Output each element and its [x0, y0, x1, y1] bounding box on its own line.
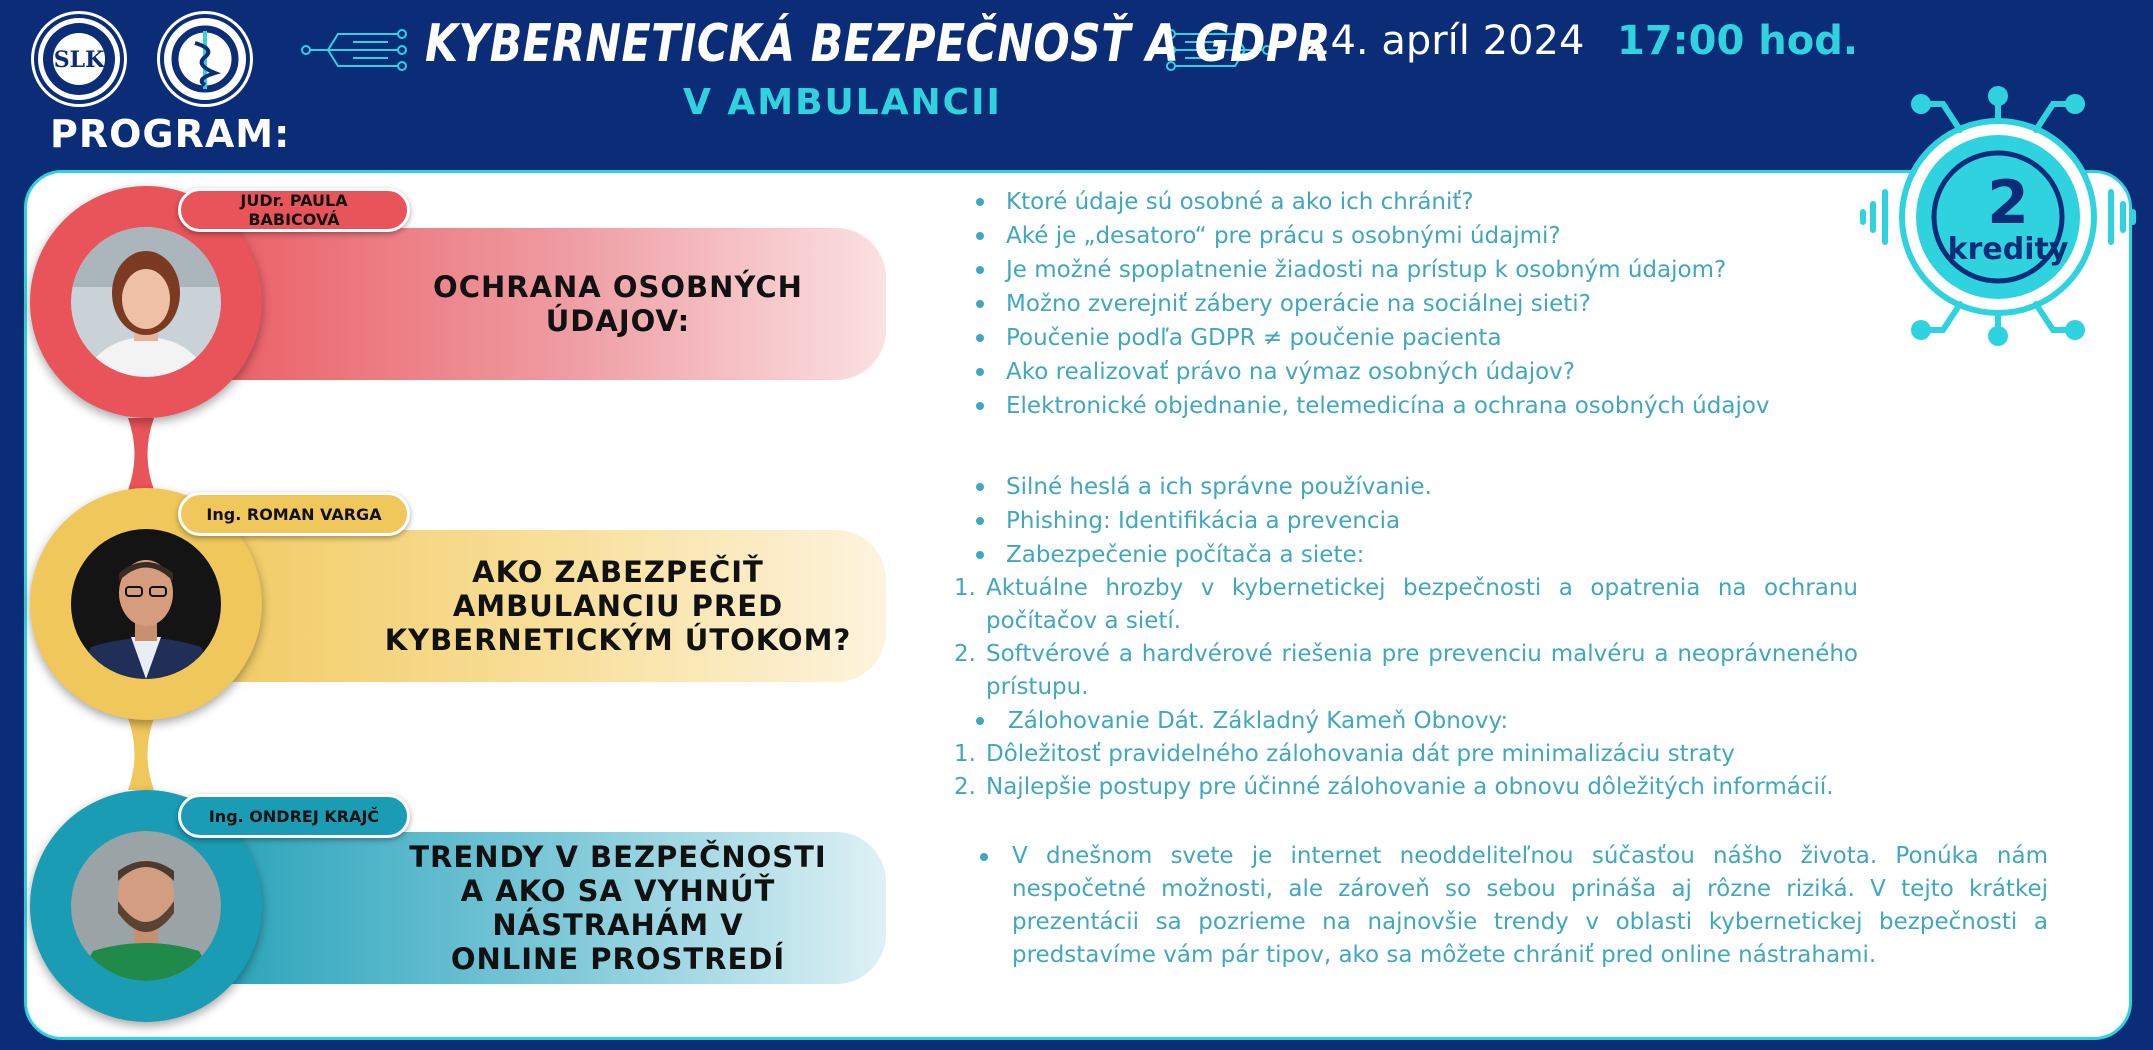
session-3-paragraph: V dnešnom svete je internet neoddeliteľnou súčasťou nášho života. Ponúka nám nespočetné možnosti, ale zároveň so sebou prináša aj rôzne riziká. V tejto krátkej prezentácii sa pozrieme na najnovšie trendy v oblasti kybernetickej bezpečnosti a predstavíme vám pár tipov, ako sa môžete chrániť pred online nástrahami.: [1012, 843, 2048, 968]
credits-number: 2: [1987, 168, 2029, 238]
session-3-topic-line3: ONLINE PROSTREDÍ: [450, 942, 786, 976]
numbered-item: 2. Softvérové a hardvérové riešenia pre prevenciu malvéru a neoprávneného prístupu.: [954, 641, 1858, 700]
list-item: Zálohovanie Dát. Základný Kameň Obnovy:: [970, 704, 1858, 738]
speaker-1-tag: [178, 188, 410, 232]
speaker-1-photo: [71, 227, 221, 377]
list-item: Ktoré údaje sú osobné a ako ich chrániť?: [970, 185, 1770, 219]
credits-label: kredity: [1947, 232, 2069, 267]
numbered-item: 1. Aktuálne hrozby v kybernetickej bezpečnosti a opatrenia na ochranu počítačov a sietí.: [954, 575, 1858, 634]
list-item: Phishing: Identifikácia a prevencia: [970, 504, 1858, 538]
connector-red-yellow: [128, 418, 154, 490]
list-item: Ako realizovať právo na výmaz osobných údajov?: [970, 355, 1770, 389]
list-item: Aké je „desatoro“ pre prácu s osobnými údajmi?: [970, 219, 1770, 253]
session-3-topic-line1: TRENDY V BEZPEČNOSTI: [409, 840, 827, 874]
list-item: Elektronické objednanie, telemedicína a ochrana osobných údajov: [970, 389, 1770, 423]
session-3-topic-line2: A AKO SA VYHNÚŤ NÁSTRAHÁM V: [460, 874, 776, 942]
list-item: Silné heslá a ich správne používanie.: [970, 470, 1858, 504]
caduceus-logo-icon: [160, 14, 250, 104]
event-date: 24. apríl 2024: [1305, 18, 1585, 64]
session-2-topic-line2: AMBULANCIU PRED: [452, 589, 784, 623]
speaker-2-tag: Ing. ROMAN VARGA: [178, 492, 410, 536]
speaker-2-photo: [71, 529, 221, 679]
speaker-1-name-line1: JUDr. PAULA: [240, 191, 348, 210]
chamber-logo-icon: [34, 14, 124, 104]
circuit-left-icon: [298, 20, 408, 80]
list-item: Poučenie podľa GDPR ≠ poučenie pacienta: [970, 321, 1770, 355]
speaker-3-tag: Ing. ONDREJ KRAJČ: [178, 794, 410, 838]
session-3-content: [976, 840, 2048, 972]
session-2-content: [954, 470, 1858, 804]
connector-yellow-teal: [128, 718, 154, 790]
list-item: Zabezpečenie počítača a siete:: [970, 538, 1858, 572]
session-1-topic-line2: ÚDAJOV:: [545, 304, 691, 338]
session-2-topic-line1: AKO ZABEZPEČIŤ: [472, 555, 764, 589]
speaker-1-name-line2: BABICOVÁ: [248, 210, 340, 229]
session-1-bullets: [970, 185, 1770, 423]
bullet-dot: [980, 853, 988, 861]
session-1-topic-line1: OCHRANA OSOBNÝCH: [433, 270, 803, 304]
event-time: 17:00 hod.: [1617, 18, 1859, 64]
numbered-item: 1. Dôležitosť pravidelného zálohovania dát pre minimalizáciu straty: [954, 741, 1735, 767]
speaker-3-photo: [71, 831, 221, 981]
list-item: Možno zverejniť zábery operácie na sociálnej sieti?: [970, 287, 1770, 321]
numbered-item: 2. Najlepšie postupy pre účinné zálohovanie a obnovu dôležitých informácií.: [954, 774, 1834, 800]
chamber-logo-initials: SLK: [53, 47, 105, 73]
event-title: KYBERNETICKÁ BEZPEČNOSŤ A GDPR: [425, 14, 1331, 74]
session-2-topic-line3: KYBERNETICKÝM ÚTOKOM?: [384, 623, 852, 657]
program-label: PROGRAM:: [50, 112, 291, 156]
list-item: Je možné spoplatnenie žiadosti na prístup k osobným údajom?: [970, 253, 1770, 287]
event-subtitle: V AMBULANCII: [683, 82, 1002, 123]
